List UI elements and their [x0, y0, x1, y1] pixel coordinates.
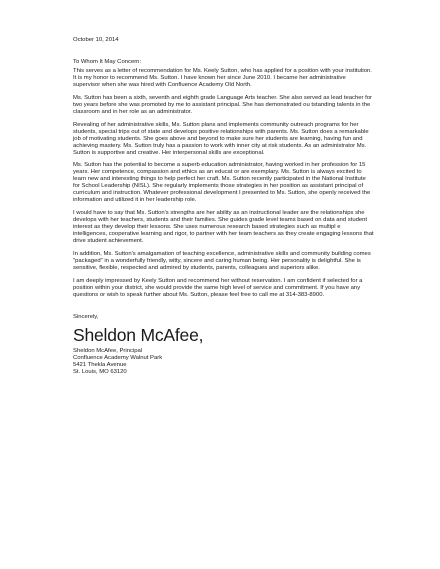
body-paragraph-4: Ms. Sutton has the potential to become a superb education administrator, having worked in her profession for 15 years. Her competence, compassion and ethics as an educat or are exemplary. Ms. Sutton is always excited to learn new and interesting things to help perfect her craft. Ms. Sutton recently participated in the National Institute for School Leadership (NISL). She regularly implements those strategies in her position as assistant principal of curriculum and instruction. Whatever professional development I presented to Ms. Sutton, she openly received the information and utilized it in her leadership role. [73, 162, 371, 204]
body-paragraph-5: I would have to say that Ms. Sutton's strengths are her ability as an instructional leader are the relationships she develops with her teachers, students and their families. She guides grade level teams based on data and student interest as they develop their lessons. She uses numerous research based strategies such as multipl e intelligences, cooperative learning and rigor, to partner with her team teachers as they create engaging lessons that drive student achievement. [73, 210, 374, 245]
letter-body [73, 68, 374, 299]
body-paragraph-3: Revealing of her administrative skills, Ms. Sutton plans and implements community outreach programs for her students, special trips out of state and develops positive relationships with parents. Ms. Sutton does a remarkable job of motivating students. She goes above and beyond to make sure her students are learning, having fun and achieving mastery. Ms. Sutton truly has a passion to work with inner city at risk students. As an administrator Ms. Sutton is supportive and creative. Her interpersonal skills are exceptional. [73, 121, 369, 156]
body-paragraph-7: I am deeply impressed by Keely Sutton and recommend her without reservation. I am confident if selected for a position within your district, she would provide the same high level of service and commitment. If you have any questions or wish to speak further about Ms. Sutton, please feel free to call me at 314-383-8900. [73, 277, 363, 298]
signer-name-title: Sheldon McAfee, Principal [73, 347, 143, 354]
body-paragraph-2: Ms. Sutton has been a sixth, seventh and eighth grade Language Arts teacher. She also served as lead teacher for two years before she was promoted by me to assistant principal. She has demonstrated ou tstanding talents in the classroom and in her role as an administrator. [73, 94, 372, 115]
signature-block [73, 348, 374, 377]
signer-city-state-zip: St. Louis, MO 63120 [73, 369, 127, 376]
closing: Sincerely, [73, 313, 99, 320]
signer-street-address: 5421 Thekla Avenue [73, 362, 127, 369]
body-paragraph-6: In addition, Ms. Sutton's amalgamation of teaching excellence, administrative skills and community building comes "packaged" in a wonderfully friendly, witty, sincere and caring human being. Her personality is delightful. She is sensitive, flexible, respected and admired by students, parents, colleagues and superiors alike. [73, 250, 371, 271]
body-paragraph-1: This serves as a letter of recommendation for Ms. Keely Sutton, who has applied for a position with your institution. It is my honor to recommend Ms. Sutton. I have known her since June 2010. I became her administrative supervisor when she was hired with Confluence Academy Old North. [73, 68, 372, 88]
letter-date: October 10, 2014 [73, 37, 119, 43]
signature: Sheldon McAfee, [73, 324, 204, 345]
signer-organization: Confluence Academy Walnut Park [73, 354, 163, 361]
salutation: To Whom It May Concern: [73, 59, 142, 65]
